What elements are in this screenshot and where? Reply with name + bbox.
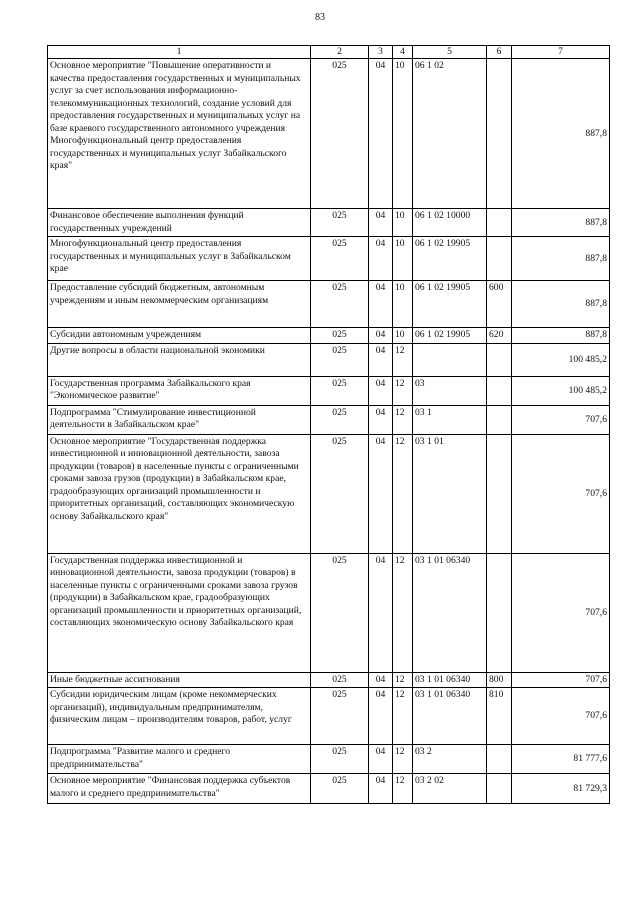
row-sum: 100 485,2 <box>512 376 610 405</box>
row-ministry-code: 025 <box>311 774 369 804</box>
row-name: Подпрограмма "Стимулирование инвестиционной деятельности в Забайкальском крае" <box>48 405 311 434</box>
column-header-name: 1 <box>48 46 311 59</box>
row-target-code: 03 1 01 06340 <box>413 688 487 745</box>
column-header-ministry: 2 <box>311 46 369 59</box>
row-ministry-code: 025 <box>311 376 369 405</box>
row-expense-type <box>487 237 512 281</box>
row-sum: 100 485,2 <box>512 343 610 376</box>
row-expense-type: 800 <box>487 672 512 687</box>
row-expense-type: 810 <box>487 688 512 745</box>
row-name: Многофункциональный центр предоставления государственных и муниципальных услуг в Забайкальском крае <box>48 237 311 281</box>
row-section-code: 04 <box>369 209 393 237</box>
row-target-code: 06 1 02 19905 <box>413 328 487 343</box>
row-section-code: 04 <box>369 688 393 745</box>
table-row <box>48 376 610 405</box>
row-name: Основное мероприятие "Финансовая поддержка субъектов малого и среднего предпринимательства" <box>48 774 311 804</box>
row-ministry-code: 025 <box>311 672 369 687</box>
row-sum: 707,6 <box>512 672 610 687</box>
row-target-code <box>413 343 487 376</box>
row-section-code: 04 <box>369 405 393 434</box>
table-row <box>48 434 610 553</box>
row-ministry-code: 025 <box>311 209 369 237</box>
row-sum: 887,8 <box>512 237 610 281</box>
row-subsection-code: 12 <box>393 405 413 434</box>
row-section-code: 04 <box>369 343 393 376</box>
row-name: Государственная поддержка инвестиционной и инновационной деятельности, завоза продукции (товаров) в населенные пункты с ограниченными сроками завоза грузов (продукции) в Забайкальском крае, градообразующих организаций промышленности и приоритетных организаций, составляющих экономическую основу Забайкальского края <box>48 553 311 672</box>
row-expense-type <box>487 774 512 804</box>
row-name: Государственная программа Забайкальского края "Экономическое развитие" <box>48 376 311 405</box>
row-section-code: 04 <box>369 745 393 774</box>
row-subsection-code: 10 <box>393 59 413 209</box>
row-section-code: 04 <box>369 376 393 405</box>
row-subsection-code: 10 <box>393 281 413 328</box>
row-name: Предоставление субсидий бюджетным, автономным учреждениям и иным некоммерческим организациям <box>48 281 311 328</box>
row-subsection-code: 12 <box>393 434 413 553</box>
row-subsection-code: 12 <box>393 688 413 745</box>
row-sum: 707,6 <box>512 553 610 672</box>
row-expense-type <box>487 343 512 376</box>
row-section-code: 04 <box>369 59 393 209</box>
table-row <box>48 553 610 672</box>
row-section-code: 04 <box>369 328 393 343</box>
column-header-subsection: 4 <box>393 46 413 59</box>
row-sum: 81 777,6 <box>512 745 610 774</box>
table-row <box>48 281 610 328</box>
row-sum: 707,6 <box>512 688 610 745</box>
row-expense-type: 620 <box>487 328 512 343</box>
row-ministry-code: 025 <box>311 434 369 553</box>
row-target-code: 06 1 02 <box>413 59 487 209</box>
column-header-sum: 7 <box>512 46 610 59</box>
row-target-code: 03 1 01 06340 <box>413 553 487 672</box>
row-ministry-code: 025 <box>311 59 369 209</box>
row-expense-type <box>487 553 512 672</box>
row-subsection-code: 10 <box>393 209 413 237</box>
row-name: Основное мероприятие "Повышение оперативности и качества предоставления государственных и муниципальных услуг за счет использования информационно-телекоммуникационных технологий, создание условий для предоставления государственных и муниципальных услуг на базе краевого государственного автономного учреждения Многофункциональный центр предоставления государственных и муниципальных услуг Забайкальского края" <box>48 59 311 209</box>
table-row <box>48 745 610 774</box>
budget-table <box>47 45 610 804</box>
row-ministry-code: 025 <box>311 237 369 281</box>
row-ministry-code: 025 <box>311 745 369 774</box>
table-row <box>48 59 610 209</box>
row-target-code: 06 1 02 19905 <box>413 237 487 281</box>
header-row <box>48 46 610 59</box>
row-section-code: 04 <box>369 774 393 804</box>
row-sum: 887,8 <box>512 328 610 343</box>
row-name: Субсидии автономным учреждениям <box>48 328 311 343</box>
row-target-code: 03 1 01 06340 <box>413 672 487 687</box>
row-expense-type <box>487 405 512 434</box>
row-subsection-code: 12 <box>393 745 413 774</box>
row-ministry-code: 025 <box>311 343 369 376</box>
row-name: Иные бюджетные ассигнования <box>48 672 311 687</box>
row-subsection-code: 12 <box>393 376 413 405</box>
table-row <box>48 672 610 687</box>
table-row <box>48 209 610 237</box>
row-subsection-code: 10 <box>393 237 413 281</box>
row-target-code: 03 1 <box>413 405 487 434</box>
row-ministry-code: 025 <box>311 281 369 328</box>
row-section-code: 04 <box>369 281 393 328</box>
row-sum: 81 729,3 <box>512 774 610 804</box>
row-sum: 707,6 <box>512 434 610 553</box>
column-header-type: 6 <box>487 46 512 59</box>
table-row <box>48 688 610 745</box>
row-target-code: 03 2 <box>413 745 487 774</box>
table-row <box>48 343 610 376</box>
row-sum: 707,6 <box>512 405 610 434</box>
row-sum: 887,8 <box>512 209 610 237</box>
row-ministry-code: 025 <box>311 553 369 672</box>
row-name: Финансовое обеспечение выполнения функций государственных учреждений <box>48 209 311 237</box>
row-name: Другие вопросы в области национальной экономики <box>48 343 311 376</box>
row-target-code: 03 <box>413 376 487 405</box>
row-subsection-code: 12 <box>393 774 413 804</box>
table-row <box>48 328 610 343</box>
row-target-code: 06 1 02 19905 <box>413 281 487 328</box>
row-ministry-code: 025 <box>311 328 369 343</box>
row-ministry-code: 025 <box>311 405 369 434</box>
row-target-code: 03 1 01 <box>413 434 487 553</box>
page-number: 83 <box>315 12 325 23</box>
row-subsection-code: 12 <box>393 553 413 672</box>
column-header-section: 3 <box>369 46 393 59</box>
row-expense-type <box>487 376 512 405</box>
row-sum: 887,8 <box>512 281 610 328</box>
row-section-code: 04 <box>369 553 393 672</box>
column-header-target: 5 <box>413 46 487 59</box>
row-expense-type: 600 <box>487 281 512 328</box>
row-subsection-code: 10 <box>393 328 413 343</box>
row-expense-type <box>487 434 512 553</box>
row-name: Подпрограмма "Развитие малого и среднего предпринимательства" <box>48 745 311 774</box>
row-expense-type <box>487 209 512 237</box>
row-subsection-code: 12 <box>393 672 413 687</box>
table-row <box>48 774 610 804</box>
row-section-code: 04 <box>369 672 393 687</box>
row-sum: 887,8 <box>512 59 610 209</box>
row-target-code: 03 2 02 <box>413 774 487 804</box>
table-row <box>48 405 610 434</box>
row-name: Субсидии юридическим лицам (кроме некоммерческих организаций), индивидуальным предпринимателям, физическим лицам – производителям товаров, работ, услуг <box>48 688 311 745</box>
row-name: Основное мероприятие "Государственная поддержка инвестиционной и инновационной деятельности, завоза продукции (товаров) в населенные пункты с ограниченными сроками завоза грузов (продукции) в Забайкальском крае, градообразующих организаций промышленности и приоритетных организаций, составляющих экономическую основу Забайкальского края" <box>48 434 311 553</box>
row-expense-type <box>487 745 512 774</box>
row-subsection-code: 12 <box>393 343 413 376</box>
row-section-code: 04 <box>369 237 393 281</box>
row-section-code: 04 <box>369 434 393 553</box>
table-row <box>48 237 610 281</box>
row-ministry-code: 025 <box>311 688 369 745</box>
row-expense-type <box>487 59 512 209</box>
row-target-code: 06 1 02 10000 <box>413 209 487 237</box>
